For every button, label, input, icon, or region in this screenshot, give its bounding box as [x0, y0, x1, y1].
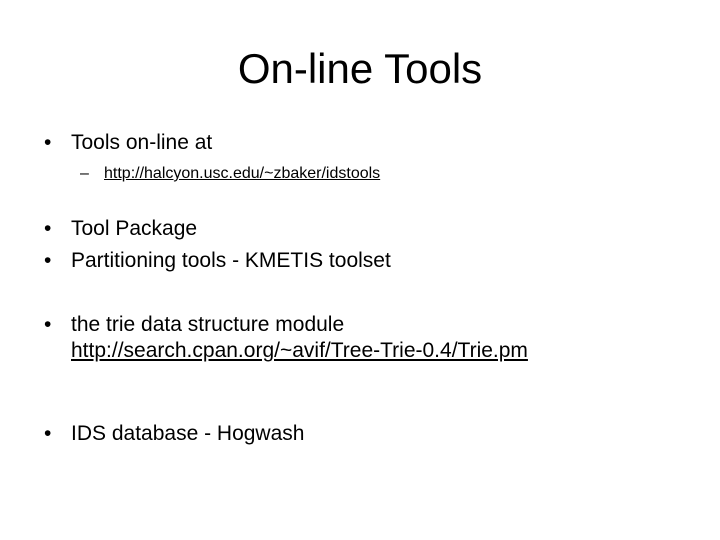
bullet-text-partitioning-tools: Partitioning tools - KMETIS toolset	[71, 249, 391, 272]
slide-title: On-line Tools	[237, 45, 483, 92]
bullet-text-trie-module: the trie data structure module	[71, 313, 345, 336]
bullet-icon: •	[44, 313, 52, 336]
bullet-text-tool-package: Tool Package	[71, 217, 198, 240]
link-idstools[interactable]: http://halcyon.usc.edu/~zbaker/idstools	[104, 165, 381, 182]
dash-icon: –	[80, 165, 89, 182]
bullet-icon: •	[44, 217, 52, 240]
bullet-icon: •	[44, 131, 52, 154]
bullet-icon: •	[44, 422, 52, 445]
link-tree-trie[interactable]: http://search.cpan.org/~avif/Tree-Trie-0.4/Trie.pm	[71, 339, 528, 362]
bullet-text-tools-online: Tools on-line at	[71, 131, 213, 154]
bullet-icon: •	[44, 249, 52, 272]
bullet-text-ids-database: IDS database - Hogwash	[71, 422, 305, 445]
